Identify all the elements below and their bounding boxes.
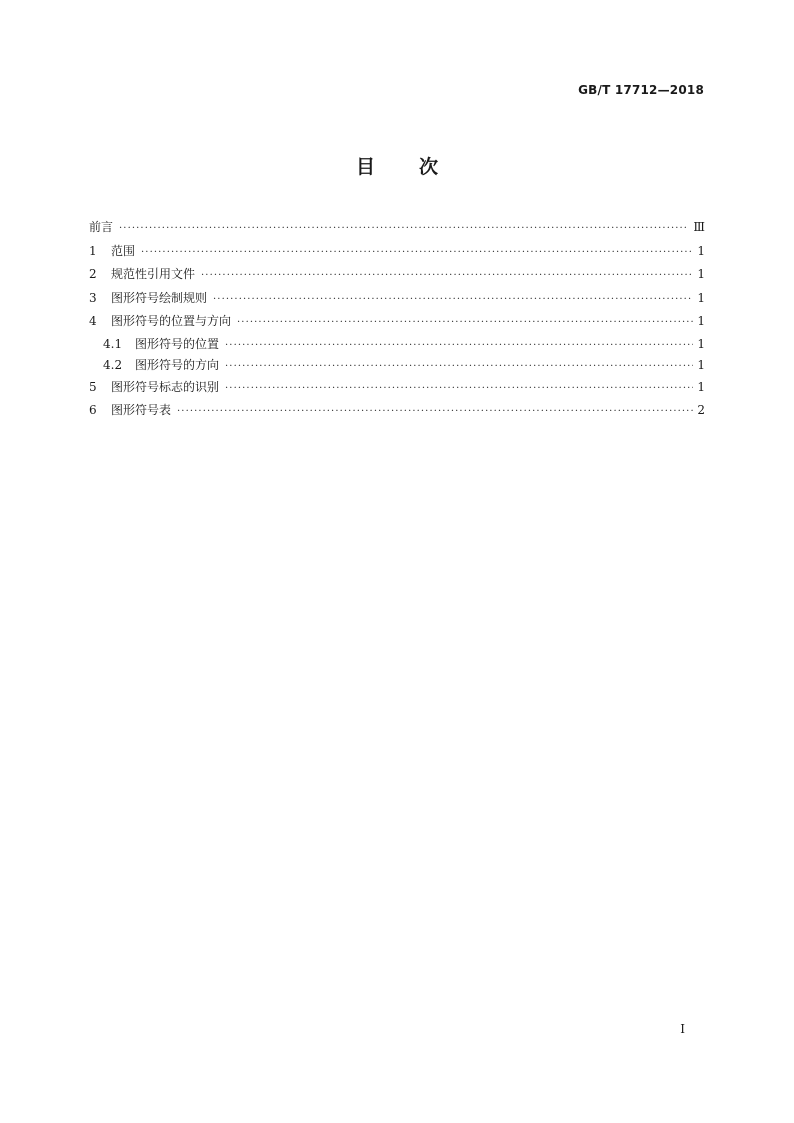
toc-entry-foreword[interactable]: [89, 216, 705, 240]
page-title: [0, 152, 794, 179]
page-number: I: [680, 1022, 685, 1036]
toc-leader: [141, 241, 693, 265]
toc-entry-page: 2: [697, 403, 705, 417]
toc-entry-label: 图形符号的位置: [135, 336, 220, 351]
toc-entry-number: 6: [89, 403, 97, 417]
toc-entry-label: 图形符号绘制规则: [111, 290, 208, 305]
toc-entry-page: 1: [697, 267, 705, 281]
toc-entry-symbol-table[interactable]: [89, 399, 705, 423]
toc-entry-label: 范围: [111, 243, 136, 258]
toc-entry-normative-references[interactable]: [89, 263, 705, 287]
toc-entry-label: 图形符号表: [111, 403, 172, 417]
toc-leader: [225, 356, 693, 377]
toc-entry-page: 1: [697, 357, 705, 372]
toc-entry-label: 前言: [89, 220, 114, 234]
toc-entry-number: 1: [89, 243, 97, 258]
toc-entry-page: 1: [697, 336, 705, 351]
toc-entry-drawing-rules[interactable]: [89, 287, 705, 311]
toc-entry-page: 1: [697, 243, 705, 258]
toc-entry-label: 图形符号的方向: [135, 357, 220, 372]
toc-leader: [119, 217, 689, 241]
toc-entry-number: 4.2: [103, 357, 123, 372]
toc-leader: [177, 400, 693, 424]
title-char-2: 次: [419, 156, 439, 178]
toc-entry-label: 图形符号标志的识别: [111, 379, 220, 394]
toc-entry-position-direction[interactable]: [89, 310, 705, 334]
toc-entry-label: 图形符号的位置与方向: [111, 314, 232, 328]
table-of-contents: [89, 216, 705, 423]
toc-entry-scope[interactable]: [89, 240, 705, 264]
toc-entry-number: 2: [89, 267, 97, 281]
toc-entry-label: 规范性引用文件: [111, 267, 196, 281]
toc-entry-number: 3: [89, 290, 97, 305]
toc-entry-page: 1: [697, 314, 705, 328]
toc-leader: [225, 335, 693, 356]
toc-entry-page: 1: [697, 379, 705, 394]
toc-entry-number: 4: [89, 314, 97, 328]
toc-entry-page: 1: [697, 290, 705, 305]
toc-entry-number: 4.1: [103, 336, 123, 351]
toc-entry-position[interactable]: [89, 334, 705, 355]
toc-leader: [201, 264, 693, 288]
toc-entry-sign-identification[interactable]: [89, 376, 705, 400]
toc-leader: [213, 288, 693, 312]
title-char-1: 目: [355, 156, 375, 178]
toc-leader: [237, 311, 693, 335]
toc-entry-number: 5: [89, 379, 97, 394]
toc-entry-direction[interactable]: [89, 355, 705, 376]
standard-code: GB/T 17712—2018: [578, 83, 704, 97]
toc-leader: [225, 377, 693, 401]
toc-entry-page: Ⅲ: [693, 220, 705, 234]
